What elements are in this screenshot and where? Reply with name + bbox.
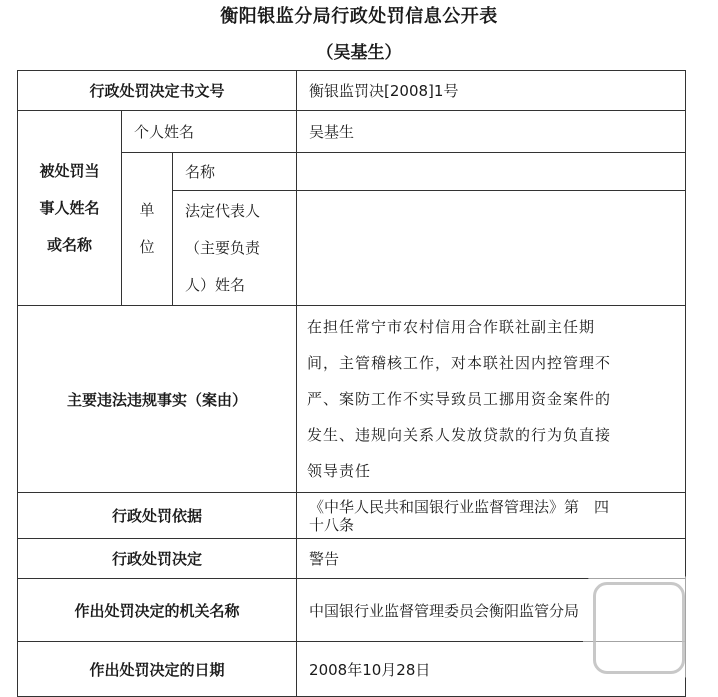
person-name-label: 个人姓名 bbox=[122, 111, 297, 153]
decision-value: 警告 bbox=[297, 539, 686, 579]
legal-rep-value bbox=[297, 191, 686, 306]
facts-line: 在担任常宁市农村信用合作联社副主任期 bbox=[307, 318, 596, 336]
page-subtitle: （吴基生） bbox=[316, 43, 402, 63]
facts-label: 主要违法违规事实（案由） bbox=[18, 306, 297, 493]
legal-rep-line: （主要负责 bbox=[185, 238, 261, 257]
authority-label: 作出处罚决定的机关名称 bbox=[18, 579, 297, 642]
basis-value bbox=[297, 493, 686, 539]
unit-label-line: 单 bbox=[139, 201, 155, 219]
facts-line: 发生、违规向关系人发放贷款的行为负直接 bbox=[307, 426, 612, 444]
doc-number-value: 衡银监罚决[2008]1号 bbox=[297, 71, 686, 111]
page-title: 衡阳银监分局行政处罚信息公开表 bbox=[220, 6, 498, 27]
facts-value bbox=[297, 306, 686, 493]
penalty-info-table bbox=[17, 70, 686, 697]
person-name-value: 吴基生 bbox=[297, 111, 686, 153]
basis-line: 十八条 bbox=[309, 515, 355, 534]
table-row bbox=[18, 539, 686, 579]
facts-line: 间，主管稽核工作，对本联社因内控管理不 bbox=[307, 354, 612, 372]
unit-label-line: 位 bbox=[139, 238, 155, 256]
unit-label bbox=[122, 153, 173, 306]
party-label bbox=[18, 111, 122, 306]
table-row bbox=[18, 111, 686, 153]
unit-name-label: 名称 bbox=[173, 153, 297, 191]
basis-label: 行政处罚依据 bbox=[18, 493, 297, 539]
party-label-line: 事人姓名 bbox=[39, 198, 100, 217]
legal-rep-line: 人）姓名 bbox=[185, 275, 246, 294]
table-row bbox=[18, 71, 686, 111]
doc-number-label: 行政处罚决定书文号 bbox=[18, 71, 297, 111]
decision-label: 行政处罚决定 bbox=[18, 539, 297, 579]
party-label-line: 被处罚当 bbox=[39, 161, 100, 180]
basis-line: 《中华人民共和国银行业监督管理法》第 四 bbox=[309, 497, 610, 516]
party-label-line: 或名称 bbox=[46, 235, 92, 254]
facts-line: 领导责任 bbox=[307, 462, 372, 480]
unit-name-value bbox=[297, 153, 686, 191]
table-row bbox=[18, 493, 686, 539]
table-row bbox=[18, 306, 686, 493]
table-row bbox=[18, 579, 686, 642]
date-label: 作出处罚决定的日期 bbox=[18, 642, 297, 697]
date-value: 2008年10月28日 bbox=[297, 642, 686, 697]
authority-value: 中国银行业监督管理委员会衡阳监管分局 bbox=[297, 579, 686, 642]
facts-line: 严、案防工作不实导致员工挪用资金案件的 bbox=[307, 390, 612, 408]
legal-rep-label bbox=[173, 191, 297, 306]
legal-rep-line: 法定代表人 bbox=[185, 201, 261, 220]
table-row bbox=[18, 642, 686, 697]
